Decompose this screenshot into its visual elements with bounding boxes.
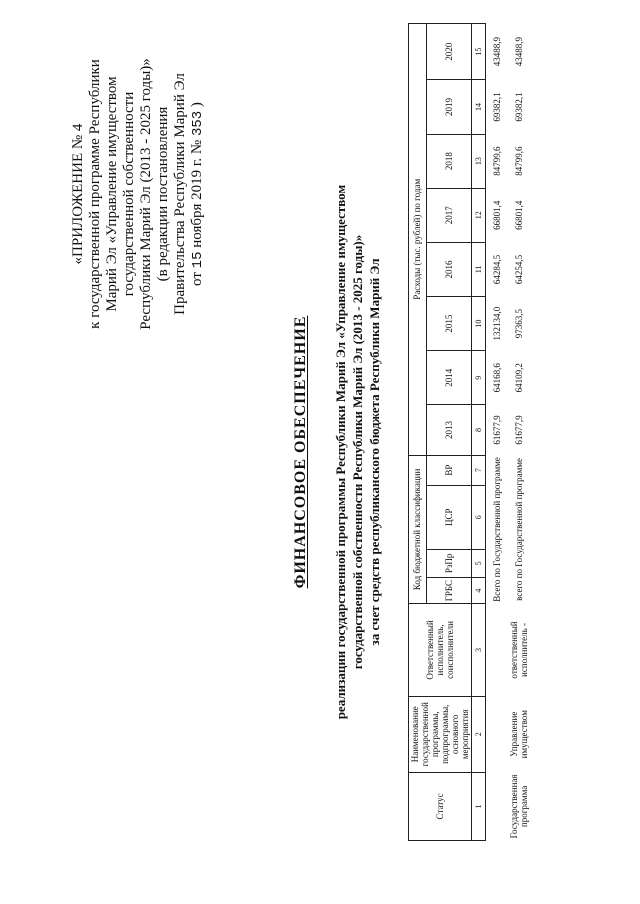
- cell-value: 66801,4: [492, 200, 502, 230]
- table-header-row: [409, 24, 427, 841]
- cell-value: 84799,6: [514, 146, 524, 176]
- date-prefix: от: [189, 272, 205, 286]
- column-number: 10: [472, 297, 486, 351]
- column-number-row: [472, 24, 486, 841]
- row-program-label: всего по Государственной программе: [514, 458, 524, 601]
- header-name: Наименование государственной программы, подпрограммы, основного мероприятия: [409, 696, 472, 772]
- appendix-date-line: [189, 44, 207, 344]
- row-name: Управление имуществом: [509, 710, 529, 759]
- column-number: 11: [472, 242, 486, 296]
- header-year: 2014: [426, 351, 471, 405]
- column-number: 6: [472, 485, 486, 549]
- appendix-line: (в редакции постановления: [155, 106, 171, 282]
- appendix-line: Правительства Республики Марий Эл: [172, 73, 188, 315]
- header-expenses: Расходы (тыс. рублей) по годам: [409, 24, 427, 456]
- header-budget-code: Код бюджетной классификации: [409, 455, 427, 604]
- title-line-1: реализации государственной программы Республики Марий Эл «Управление имуществом: [333, 184, 348, 720]
- appendix-title: «ПРИЛОЖЕНИЕ № 4: [70, 123, 86, 265]
- cell-value: 43488,9: [514, 37, 524, 67]
- date-suffix: ): [189, 102, 205, 108]
- appendix-line: государственной собственности: [121, 91, 137, 297]
- header-year: 2015: [426, 297, 471, 351]
- column-number: 3: [472, 604, 486, 696]
- table-row-total: [486, 24, 509, 841]
- document-title: ФИНАНСОВОЕ ОБЕСПЕЧЕНИЕ: [292, 315, 309, 589]
- header-csr: ЦСР: [426, 485, 471, 549]
- column-number: 1: [472, 772, 486, 840]
- header-grbs: ГРБС: [426, 577, 471, 603]
- cell-value: 64109,2: [514, 363, 524, 393]
- cell-value: 61677,9: [514, 415, 524, 445]
- cell-value: 43488,9: [492, 37, 502, 67]
- date-day: 15: [190, 251, 206, 269]
- title-line-2: государственной собственности Республики Марий Эл (2013 - 2025 годы)»: [350, 234, 365, 670]
- column-number: 4: [472, 577, 486, 603]
- appendix-line: к государственной программе Республики: [87, 59, 103, 329]
- document-title-block: [292, 0, 383, 904]
- column-number: 8: [472, 405, 486, 455]
- header-year: 2017: [426, 188, 471, 242]
- column-number: 14: [472, 80, 486, 134]
- cell-value: 66801,4: [514, 200, 524, 230]
- financing-table: [408, 23, 530, 841]
- cell-value: 69382,1: [514, 92, 524, 122]
- header-year: 2020: [426, 24, 471, 80]
- cell-value: 69382,1: [492, 92, 502, 122]
- header-responsible: Ответственный исполнитель, соисполнители: [409, 604, 472, 696]
- appendix-line: Марий Эл «Управление имуществом: [104, 76, 120, 312]
- cell-value: 97363,5: [514, 309, 524, 339]
- row-responsible: ответственный исполнитель -: [509, 621, 529, 679]
- column-number: 12: [472, 188, 486, 242]
- cell-value: 64284,5: [492, 254, 502, 285]
- column-number: 2: [472, 696, 486, 772]
- header-rzpr: РзПр: [426, 549, 471, 577]
- appendix-header: [70, 44, 207, 344]
- appendix-line: Республики Марий Эл (2013 - 2025 годы)»: [138, 58, 154, 330]
- header-status: Статус: [409, 772, 472, 840]
- title-line-3: за счет средств республиканского бюджета Республики Марий Эл: [367, 258, 382, 646]
- row-total-label: Всего по Государственной программе: [492, 457, 502, 602]
- cell-value: 132134,0: [492, 306, 502, 341]
- column-number: 15: [472, 24, 486, 80]
- header-year: 2013: [426, 405, 471, 455]
- column-number: 9: [472, 351, 486, 405]
- column-number: 13: [472, 134, 486, 188]
- date-year: 2019 г. №: [189, 139, 205, 200]
- cell-value: 64254,5: [514, 254, 524, 285]
- date-month: ноября: [189, 203, 205, 248]
- cell-value: 64168,6: [492, 363, 502, 393]
- column-number: 7: [472, 455, 486, 485]
- cell-value: 84799,6: [492, 146, 502, 176]
- decree-number: 353: [190, 110, 206, 137]
- row-status: Государственная программа: [509, 774, 529, 839]
- header-year: 2018: [426, 134, 471, 188]
- cell-value: 61677,9: [492, 415, 502, 445]
- column-number: 5: [472, 549, 486, 577]
- table-row-program: [508, 24, 530, 841]
- header-year: 2016: [426, 242, 471, 296]
- header-year: 2019: [426, 80, 471, 134]
- header-vr: ВР: [426, 455, 471, 485]
